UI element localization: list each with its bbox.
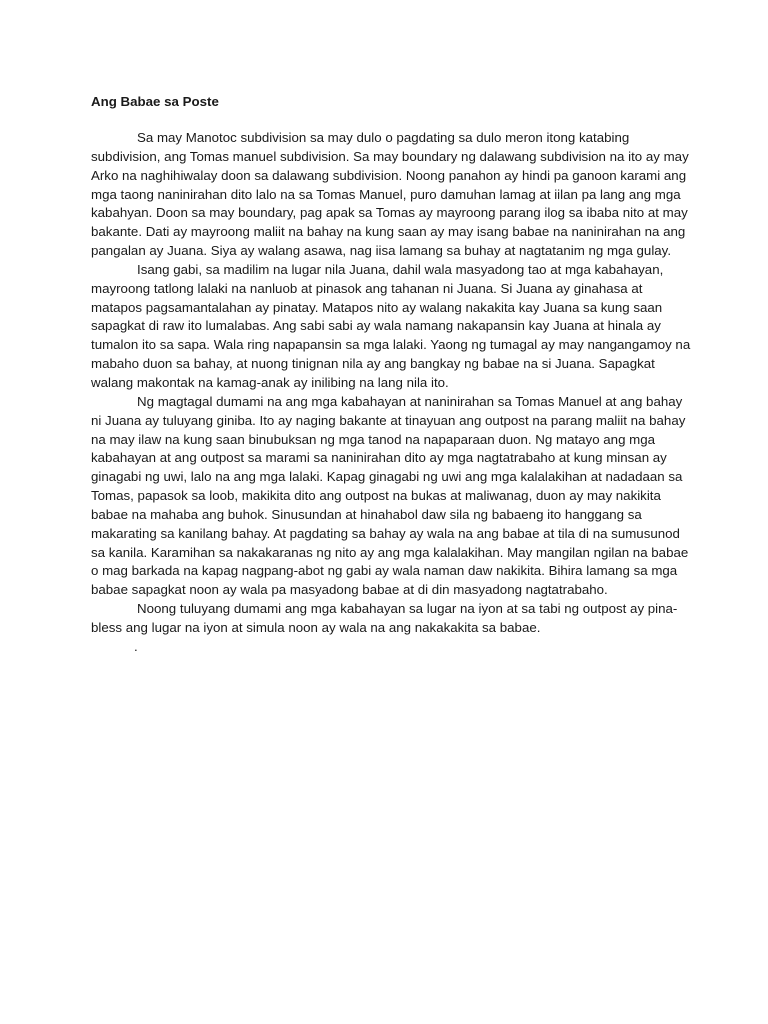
trailing-mark: . (134, 638, 138, 654)
paragraph-2: Isang gabi, sa madilim na lugar nila Juana, dahil wala masyadong tao at mga kabahayan, mayroong tatlong lalaki na nanluob at pinasok ang tahanan ni Juana. Si Juana ay ginahasa at matapos pagsamantalahan ay pinatay. Matapos nito ay walang nakakita kay Juana sa kung saan sapagkat di raw ito lumalabas. Ang sabi sabi ay wala namang nakapansin kay Juana at hinala ay tumalon ito sa sapa. Wala ring napapansin sa mga lalaki. Yaong ng tumagal ay may nangangamoy na mabaho duon sa bahay, at nuong tinignan nila ay ang bangkay ng babae na si Juana. Sapagkat walang makontak na kamag-anak ay inilibing na lang nila ito. (91, 261, 691, 390)
document-page (91, 92, 691, 657)
document-title: Ang Babae sa Poste (91, 94, 219, 109)
paragraph-4: Noong tuluyang dumami ang mga kabahayan sa lugar na iyon at sa tabi ng outpost ay pina-bless ang lugar na iyon at simula noon ay wala na ang nakakakita sa babae. (91, 601, 678, 635)
paragraph-1: Sa may Manotoc subdivision sa may dulo o pagdating sa dulo meron itong katabing subdivision, ang Tomas manuel subdivision. Sa may boundary ng dalawang subdivision na ito ay may Arko na naghihiwalay doon sa dalawang subdivision. Noong panahon ay hindi pa ganoon karami ang mga taong naninirahan dito lalo na sa Tomas Manuel, puro damuhan lamag at iilan pa lang ang mga kabahyan. Doon sa may boundary, pag apak sa Tomas ay mayroong parang ilog sa ibaba nito at may bakante. Dati ay mayroong maliit na bahay na kung saan ay may isang babae na naninirahan na ang pangalan ay Juana. Siya ay walang asawa, nag iisa lamang sa buhay at nagtatanim ng mga gulay. (91, 130, 689, 259)
paragraph-3: Ng magtagal dumami na ang mga kabahayan at naninirahan sa Tomas Manuel at ang bahay ni Juana ay tuluyang giniba. Ito ay naging bakante at tinayuan ang outpost na parang maliit na bahay na may ilaw na kung saan binubuksan ng mga tanod na napaparaan duon. Ng matayo ang mga kabahayan at ang outpost sa marami sa naninirahan dito ay mga nagtatrabaho at kung minsan ay ginagabi ng uwi, lalo na ang mga lalaki. Kapag ginagabi ng uwi ang mga kalalakihan at nadadaan sa Tomas, papasok sa loob, makikita dito ang outpost na bukas at maliwanag, duon ay may nakikita babae na mahaba ang buhok. Sinusundan at hinahabol daw sila ng babaeng ito hanggang sa makarating sa kanilang bahay. At pagdating sa bahay ay wala na ang babae at tila di na sumusunod sa kanila. Karamihan sa nakakaranas ng nito ay ang mga kalalakihan. May mangilan ngilan na babae o mag barkada na kapag nagpang-abot ng gabi ay wala naman daw nakikita. Bihira lamang sa mga babae sapagkat noon ay wala pa masyadong babae at di din masyadong nagtatrabaho. (91, 393, 689, 598)
